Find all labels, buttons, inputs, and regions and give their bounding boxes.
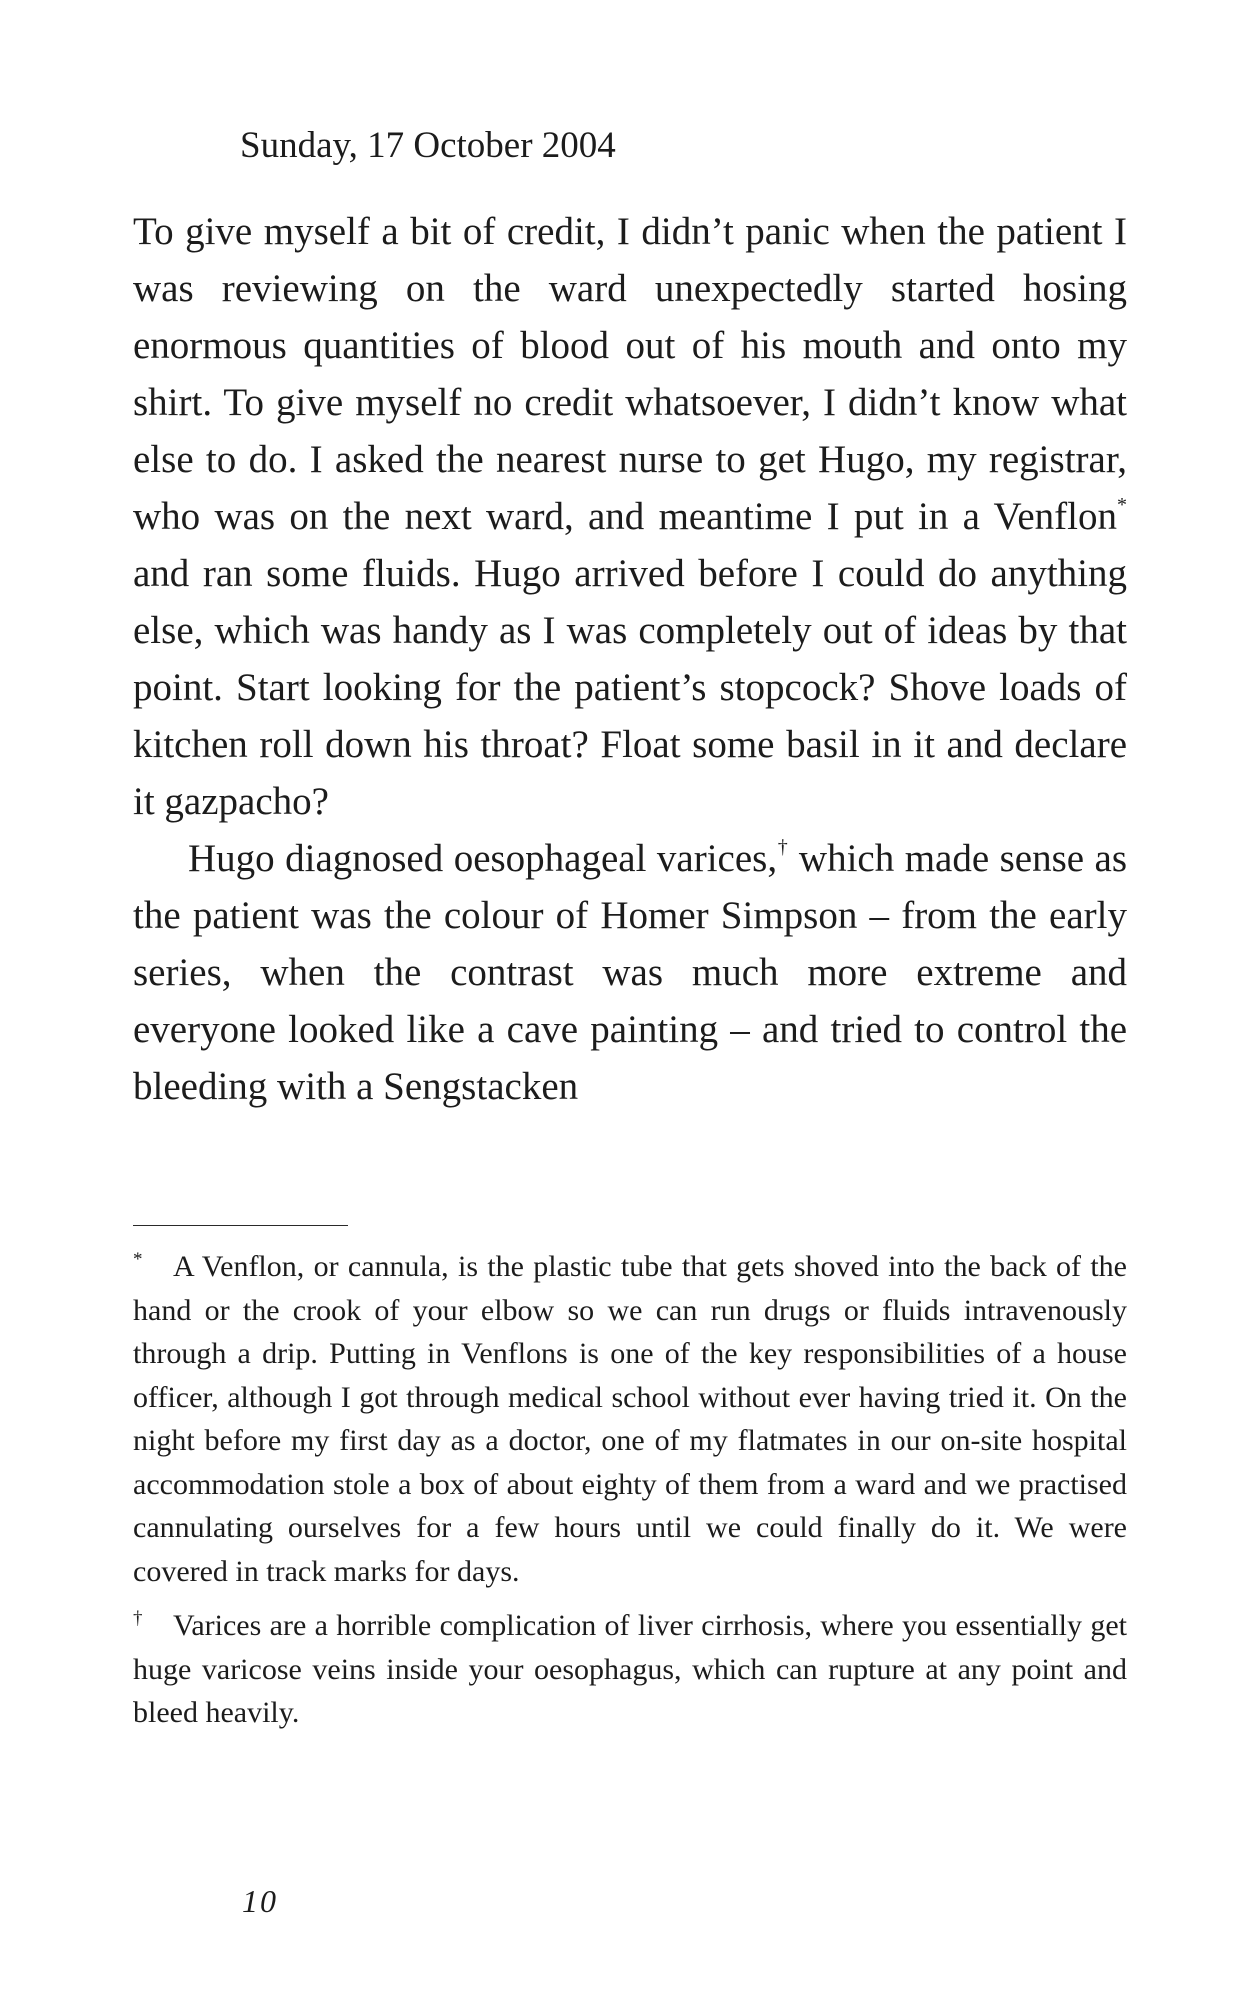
footnote-text: A Venflon, or cannula, is the plastic tube that gets shoved into the back of the hand or the crook of your elbow so we can run drugs or fluids intravenously through a drip. Putting in Venflons is one of the key responsibilities of a house officer, although I got through medical school without ever having tried it. On the night before my first day as a doctor, one of my flatmates in our on-site hospital accommodation stole a box of about eighty of them from a ward and we practised cannulating ourselves for a few hours until we could finally do it. We were covered in track marks for days. <box>133 1250 1127 1588</box>
footnote-venflon: * A Venflon, or cannula, is the plastic tube that gets shoved into the back of the hand or the crook of your elbow so we can run drugs or fluids intravenously through a drip. Putting in Venflons is one of the key responsibilities of a house officer, although I got through medical school without ever having tried it. On the night before my first day as a doctor, one of my flatmates in our on-site hospital accommodation stole a box of about eighty of them from a ward and we practised cannulating ourselves for a few hours until we could finally do it. We were covered in track marks for days. <box>133 1249 1127 1588</box>
footnotes <box>133 1245 1127 1746</box>
paragraph-2 <box>133 830 1127 1115</box>
page-number: 10 <box>242 1883 278 1919</box>
paragraph-2-text-a: Hugo diagnosed oesophageal varices, <box>188 837 778 880</box>
footnote-divider <box>133 1225 348 1226</box>
paragraph-1 <box>133 203 1127 830</box>
footnote-ref-varices: † <box>777 836 789 858</box>
footnote-ref-venflon: * <box>1117 494 1127 516</box>
footnote-text: Varices are a horrible complication of liver cirrhosis, where you essentially get huge varicose veins inside your oesophagus, which can rupture at any point and bleed heavily. <box>133 1609 1127 1729</box>
diary-entry-date: Sunday, 17 October 2004 <box>240 125 616 166</box>
paragraph-2-text-b: which made sense as the patient was the colour of Homer Simpson – from the early series, when the contrast was much more extreme and everyone looked like a cave painting – and tried to control the bleeding with a Sengstacken <box>133 837 1128 1108</box>
paragraph-1-text-b: and ran some fluids. Hugo arrived before I could do anything else, which was handy as I was completely out of ideas by that point. Start looking for the patient’s stopcock? Shove loads of kitchen roll down his throat? Float some basil in it and declare it gazpacho? <box>133 552 1127 823</box>
body-text <box>133 203 1127 1115</box>
footnote-varices: † Varices are a horrible complication of liver cirrhosis, where you essentially get huge varicose veins inside your oesophagus, which can rupture at any point and bleed heavily. <box>133 1608 1127 1729</box>
paragraph-1-text-a: To give myself a bit of credit, I didn’t panic when the patient I was reviewing on the ward unexpectedly started hosing enormous quantities of blood out of his mouth and onto my shirt. To give myself no credit whatsoever, I didn’t know what else to do. I asked the nearest nurse to get Hugo, my registrar, who was on the next ward, and meantime I put in a Venflon <box>133 210 1127 538</box>
